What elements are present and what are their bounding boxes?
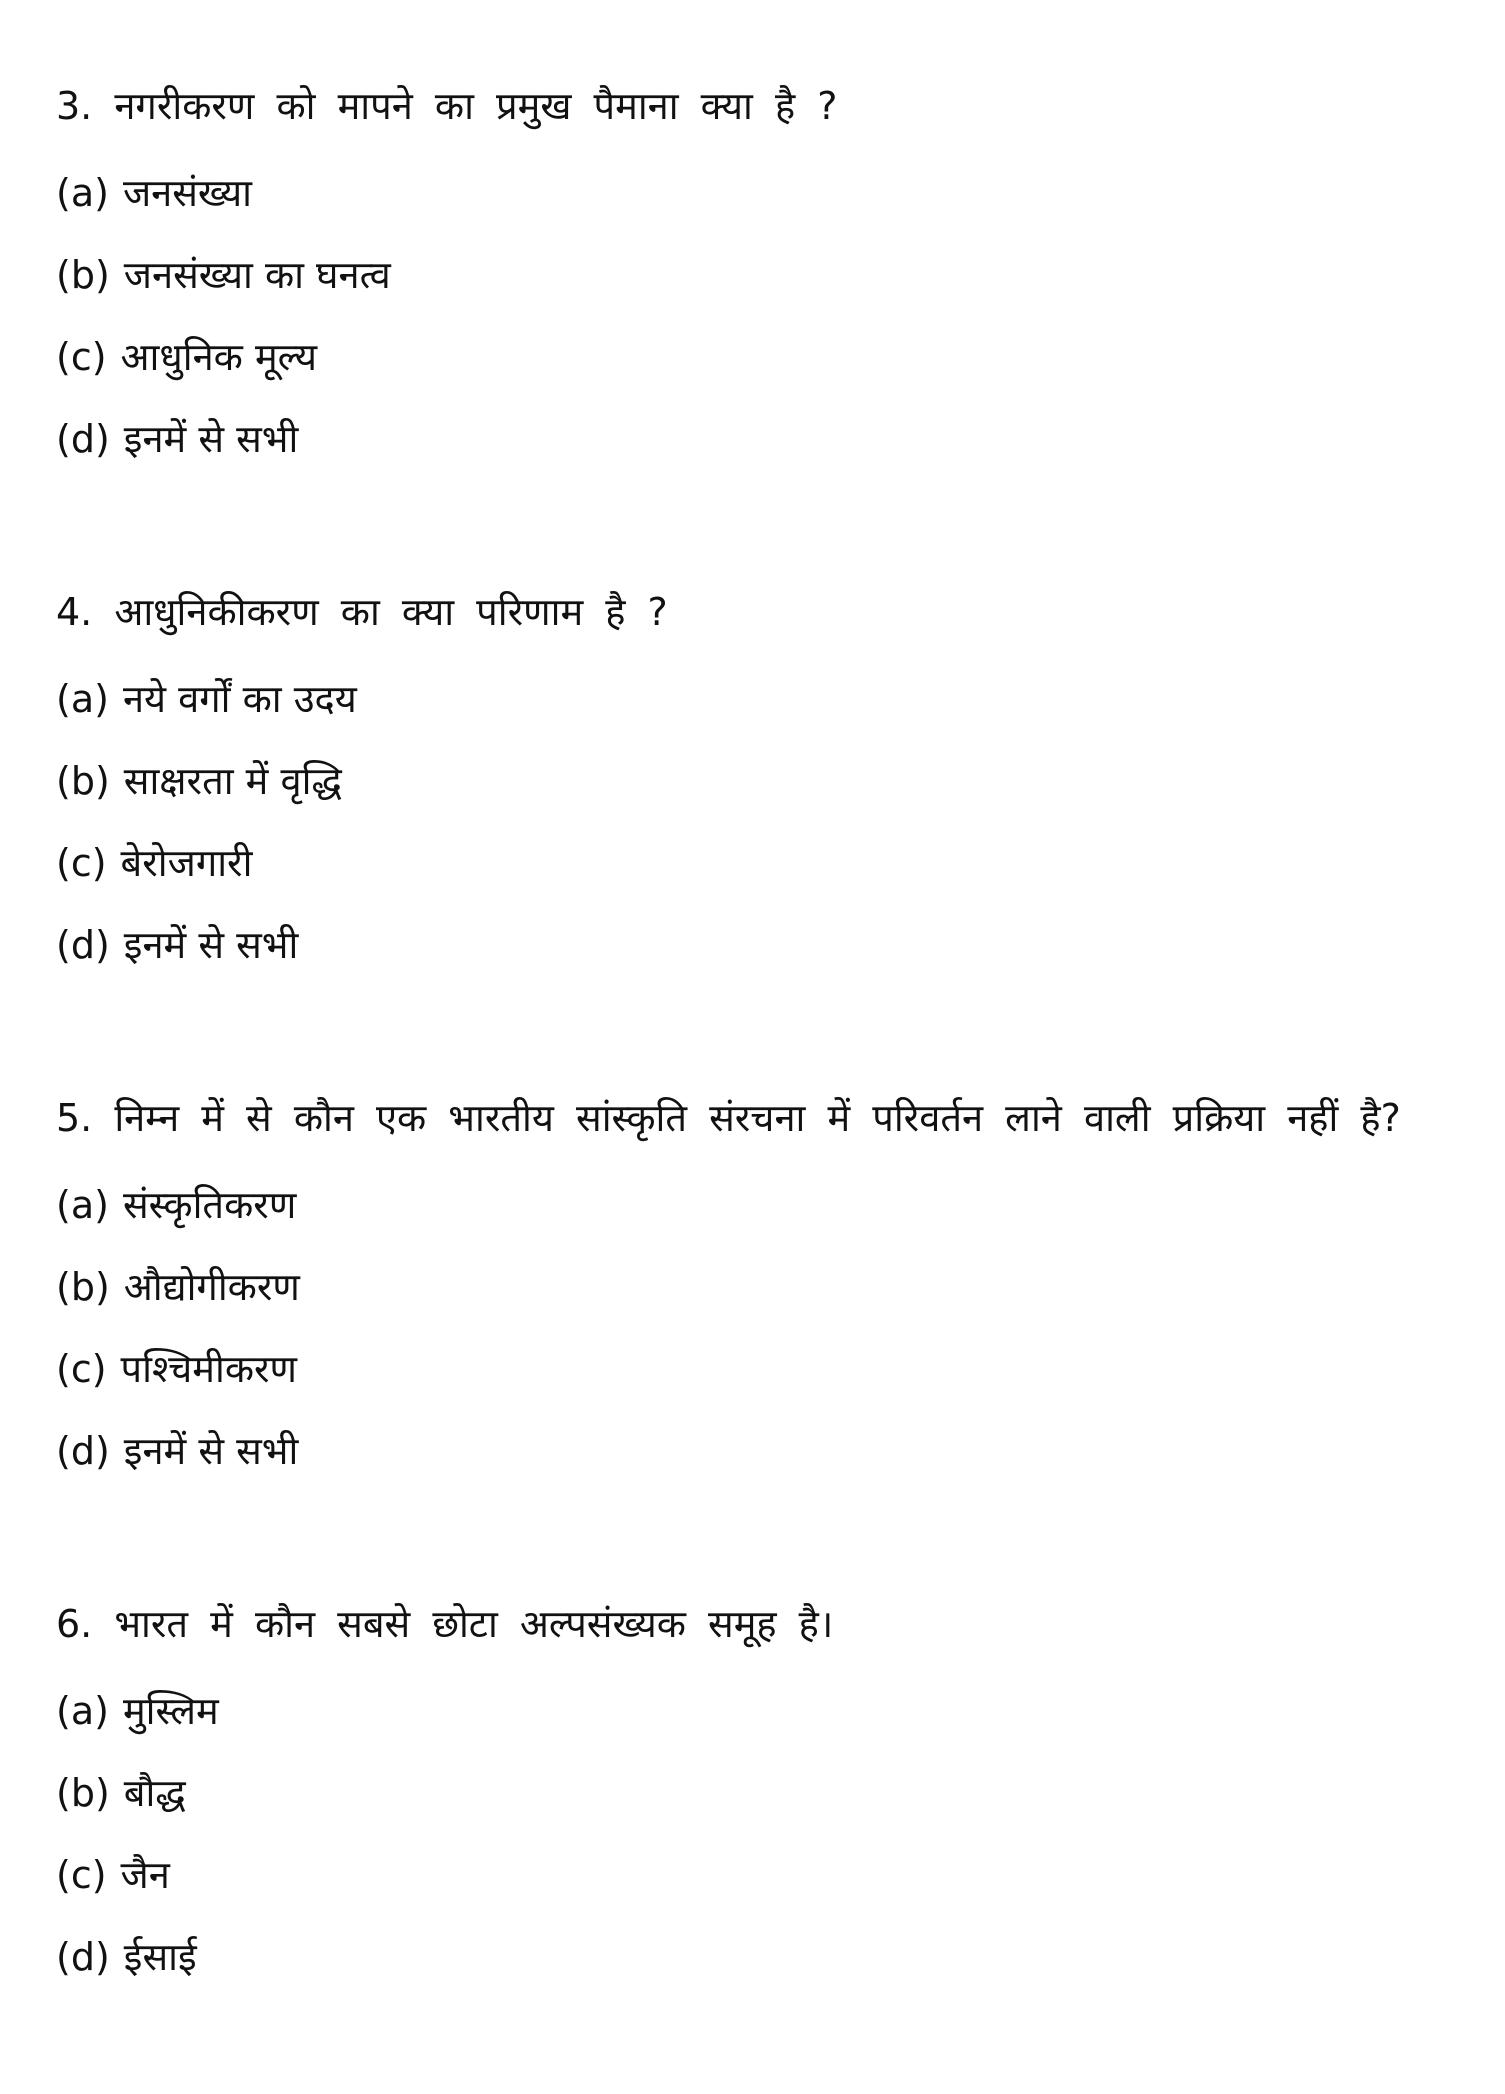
option-text: साक्षरता में वृद्धि [123, 759, 342, 803]
option-label: (c) [56, 841, 107, 885]
option-text: इनमें से सभी [123, 1429, 299, 1473]
option-d[interactable] [56, 1916, 1446, 1998]
option-label: (b) [56, 759, 110, 803]
question-6 [56, 1588, 1446, 1998]
option-text: संस्कृतिकरण [122, 1183, 297, 1227]
option-text: ईसाई [123, 1935, 197, 1979]
option-a[interactable] [56, 152, 1446, 234]
option-a[interactable] [56, 1670, 1446, 1752]
option-label: (b) [56, 1265, 110, 1309]
option-label: (a) [56, 1689, 109, 1733]
option-c[interactable] [56, 1328, 1446, 1410]
question-3 [56, 70, 1446, 480]
option-text: आधुनिक मूल्य [120, 335, 318, 379]
option-label: (c) [56, 335, 107, 379]
option-a[interactable] [56, 658, 1446, 740]
option-c[interactable] [56, 822, 1446, 904]
option-d[interactable] [56, 1410, 1446, 1492]
option-a[interactable] [56, 1164, 1446, 1246]
option-text: मुस्लिम [122, 1689, 219, 1733]
option-label: (a) [56, 677, 109, 721]
option-text: इनमें से सभी [123, 417, 299, 461]
option-label: (b) [56, 1771, 110, 1815]
option-label: (c) [56, 1853, 107, 1897]
option-text: जैन [120, 1853, 170, 1897]
question-text: 5. निम्न में से कौन एक भारतीय सांस्कृति संरचना में परिवर्तन लाने वाली प्रक्रिया नहीं है? [56, 1096, 1401, 1140]
option-label: (d) [56, 1429, 110, 1473]
question-page [56, 70, 1446, 2094]
question-text: 4. आधुनिकीकरण का क्या परिणाम है ? [56, 590, 668, 634]
option-b[interactable] [56, 1246, 1446, 1328]
option-label: (c) [56, 1347, 107, 1391]
question-5 [56, 1082, 1446, 1492]
question-text: 6. भारत में कौन सबसे छोटा अल्पसंख्यक समूह है। [56, 1602, 834, 1646]
option-label: (d) [56, 1935, 110, 1979]
option-text: नये वर्गों का उदय [122, 677, 357, 721]
option-text: जनसंख्या का घनत्व [123, 253, 391, 297]
option-text: बौद्ध [123, 1771, 186, 1815]
option-label: (d) [56, 923, 110, 967]
option-b[interactable] [56, 234, 1446, 316]
option-label: (a) [56, 1183, 109, 1227]
question-4 [56, 576, 1446, 986]
option-text: जनसंख्या [122, 171, 253, 215]
option-label: (b) [56, 253, 110, 297]
option-text: बेरोजगारी [120, 841, 253, 885]
option-b[interactable] [56, 740, 1446, 822]
option-b[interactable] [56, 1752, 1446, 1834]
question-text: 3. नगरीकरण को मापने का प्रमुख पैमाना क्या है ? [56, 84, 838, 128]
option-text: पश्चिमीकरण [120, 1347, 298, 1391]
option-d[interactable] [56, 904, 1446, 986]
option-d[interactable] [56, 398, 1446, 480]
option-label: (a) [56, 171, 109, 215]
option-text: औद्योगीकरण [123, 1265, 300, 1309]
option-c[interactable] [56, 1834, 1446, 1916]
option-label: (d) [56, 417, 110, 461]
option-c[interactable] [56, 316, 1446, 398]
option-text: इनमें से सभी [123, 923, 299, 967]
